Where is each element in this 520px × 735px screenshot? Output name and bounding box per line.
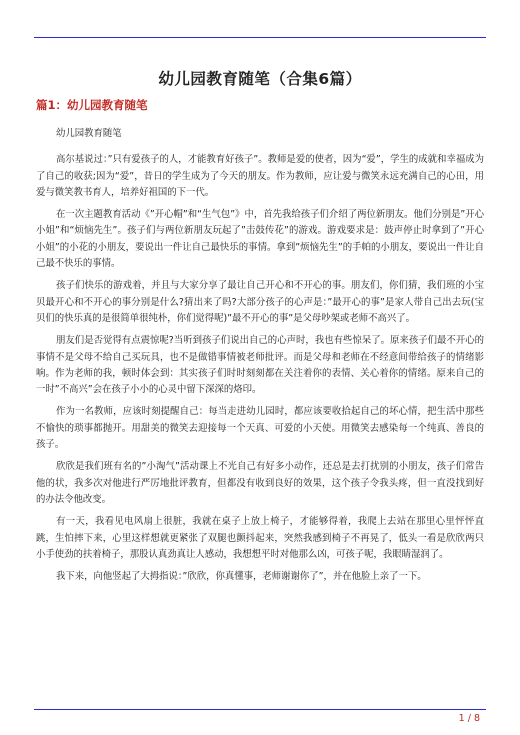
section-heading: 篇1：幼儿园教育随笔 — [36, 98, 148, 112]
subheading: 幼儿园教育随笔 — [56, 128, 122, 139]
paragraph: 孩子们快乐的游戏着，并且与大家分享了最让自己开心和不开心的事。朋友们，你们猜，我们班的小宝贝最开心和不开心的事分别是什么?猜出来了吗?大部分孩子的心声是：”最开心的事”是家人带自己出去玩(宝贝们的快乐真的是很简单很纯朴，你们觉得呢)”最不开心的事”是父母吵架或老师不高兴了。 — [36, 280, 484, 324]
paragraph: 在一次主题教育活动《”开心帽”和“生气包”》中，首先我给孩子们介绍了两位新朋友。他们分别是”开心小姐”和“烦恼先生”。孩子们与两位新朋友玩起了”击鼓传花”的游戏。游戏要求是：鼓声停止时拿到了”开心小姐”的小花的小朋友，要说出一件让自己最快乐的事情。拿到”烦恼先生”的手帕的小朋友，要说出一件让自己最不快乐的事情。 — [36, 209, 484, 270]
paragraph: 欣欣是我们班有名的”小淘气”活动课上不光自己有好多小动作，还总是去打扰别的小朋友，孩子们常告他的状，我多次对他进行严厉地批评教育，但都没有收到良好的效果，这个孩子令我头疼，但一直没找到好的办法令他改变。 — [36, 461, 484, 505]
document-title: 幼儿园教育随笔（合集6篇） — [158, 70, 362, 88]
header-rule — [34, 37, 486, 38]
paragraph: 朋友们是否觉得有点震惊呢?当听到孩子们说出自己的心声时，我也有些惊呆了。原来孩子们最不开心的事情不是父母不给自己买玩具，也不是做错事情被老师批评。而是父母和老师在不经意间带给孩子的情绪影响。作为老师的我，顿时体会到：其实孩子们时时刻刻都在关注着你的表情、关心着你的情绪。原来自己的一时”不高兴”会在孩子小小的心灵中留下深深的烙印。 — [36, 335, 484, 396]
page-indicator: 1 / 8 — [458, 713, 480, 724]
paragraph: 作为一名教师，应该时刻提醒自己：每当走进幼儿园时，都应该要收拾起自己的坏心情，把生活中那些不愉快的琐事都抛开。用甜美的微笑去迎接每一个天真、可爱的小天使。用微笑去感染每一个纯真、善良的孩子。 — [36, 406, 484, 451]
paragraph: 我下来，向他竖起了大拇指说：”欣欣，你真懂事，老师谢谢你了”，并在他脸上亲了一下。 — [56, 571, 427, 583]
footer-rule — [34, 709, 486, 710]
paragraph: 高尔基说过：”只有爱孩子的人，才能教育好孩子”。教师是爱的使者，因为“爱”，学生的成就和幸福成为了自己的收获;因为“爱”，昔日的学生成为了今天的朋友。作为教师，应让爱与微笑永远充满自己的心田，用爱与微笑教书育人，培养好祖国的下一代。 — [36, 154, 484, 198]
document-body — [36, 126, 484, 591]
paragraph: 有一天，我看见电风扇上很脏，我就在桌子上放上椅子，才能够得着，我爬上去站在那里心里怦怦直跳，生怕摔下来，心里这样想就更紧张了双腿也颤抖起来，突然我感到椅子不再晃了，低头一看是欣欣两只小手使劲的扶着椅子，那股认真劲真让人感动，我想想平时对他那么凶，可孩子呢，我眼睛湿润了。 — [36, 516, 484, 560]
